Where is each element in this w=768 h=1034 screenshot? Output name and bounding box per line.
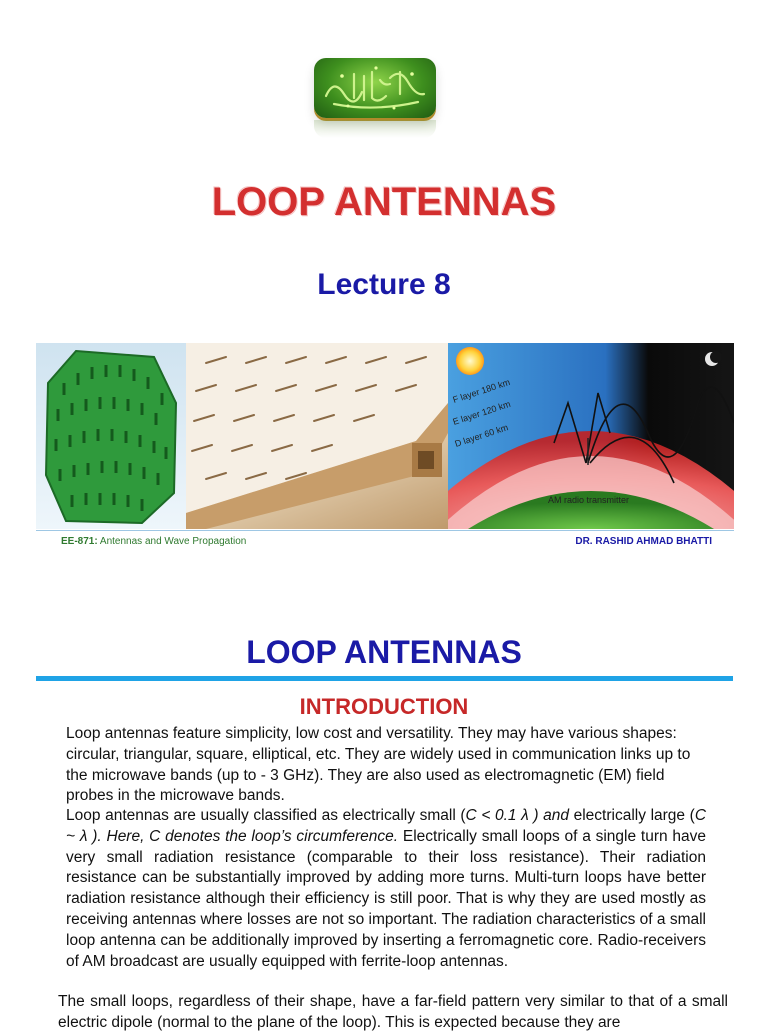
- header-image-strip: [36, 343, 734, 529]
- footer-divider: [36, 530, 734, 531]
- footer-course: [61, 536, 246, 547]
- intro-paragraph-2: [66, 806, 706, 972]
- title-underline: [36, 676, 733, 681]
- e-layer-label: E layer 120 km: [451, 398, 512, 427]
- slide-2: [0, 560, 768, 1031]
- slide-2-title: LOOP ANTENNAS: [246, 634, 522, 670]
- slot-array-antenna-image: [36, 343, 186, 529]
- p2-part-d: C ~ λ ). Here, C denotes the loop’s circumference.: [66, 807, 707, 845]
- intro-paragraph-3: The small loops, regardless of their shape, have a far-field pattern very similar to that of a small electric dipole (normal to the plane of the loop). This is expected because they are: [58, 993, 728, 1031]
- intro-paragraph-1: Loop antennas feature simplicity, low cost and versatility. They may have various shapes: circular, triangular, square, elliptical, etc. They are widely used in communication links up to the microwave bands (up to - 3 GHz). They are also used as electromagnetic (EM) field probes in the microwave bands.: [66, 725, 691, 805]
- footer-author: DR. RASHID AHMAD BHATTI: [575, 536, 712, 547]
- footer-course-code: EE-871:: [61, 536, 98, 547]
- slide-1-title: LOOP ANTENNAS: [211, 180, 557, 224]
- p2-part-c: electrically large (: [569, 807, 695, 824]
- p2-part-e: Electrically small loops of a single turn have very small radiation resistance (comparable to their loss resistance). Their radiation resistance can be substantially improved by adding more turns. Multi-turn loops have better radiation resistance although their efficiency is still poor. That is why they are used mostly as receiving antennas where losses are not so important. The radiation characteristics of a small loop antenna can be additionally improved by inserting a ferromagnetic core. Radio-receivers of AM broadcast are usually equipped with ferrite-loop antennas.: [66, 827, 706, 970]
- d-layer-label: D layer 60 km: [453, 422, 510, 449]
- lecture-number: Lecture 8: [317, 268, 451, 301]
- transmitter-label: AM radio transmitter: [548, 495, 630, 505]
- ionosphere-propagation-image: [448, 343, 734, 529]
- slotted-waveguide-antenna-image: [186, 343, 448, 529]
- f-layer-label: F layer 180 km: [451, 376, 512, 405]
- logo-reflection: [314, 120, 436, 138]
- calligraphy-logo-image: [314, 58, 436, 118]
- p2-part-b: C < 0.1 λ ) and: [465, 807, 570, 824]
- footer-course-name: Antennas and Wave Propagation: [97, 536, 247, 547]
- p2-part-a: Loop antennas are usually classified as electrically small (: [66, 807, 466, 824]
- section-heading: INTRODUCTION: [299, 694, 469, 719]
